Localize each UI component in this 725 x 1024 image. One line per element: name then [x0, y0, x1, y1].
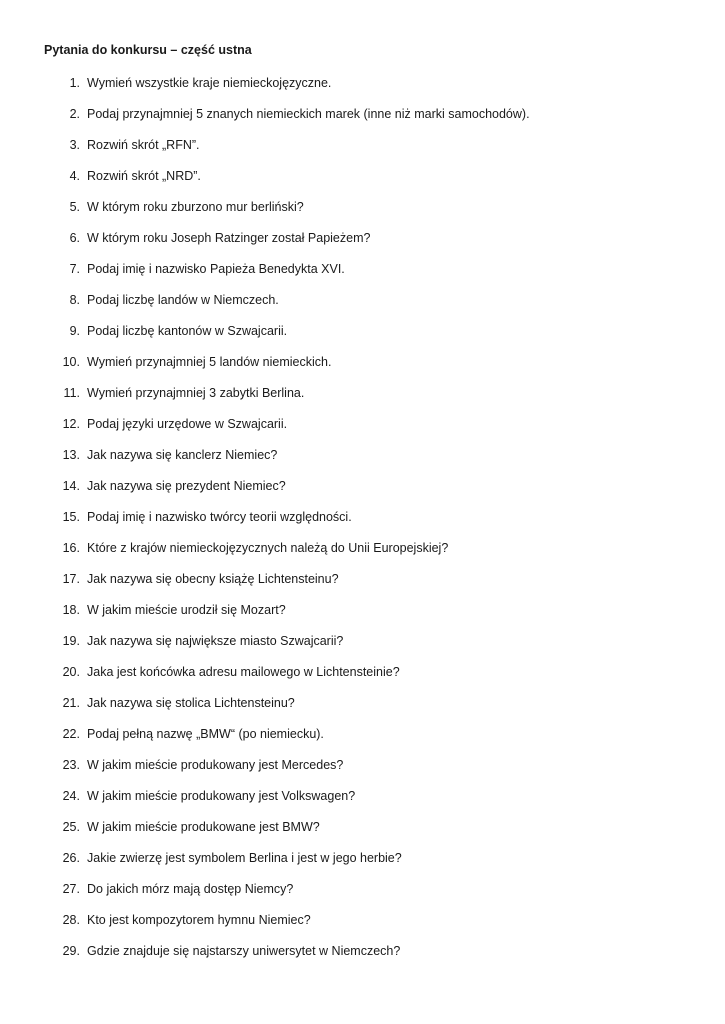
question-text: Podaj języki urzędowe w Szwajcarii.	[87, 417, 288, 431]
question-number: 17.	[62, 572, 80, 586]
question-text: Jak nazywa się prezydent Niemiec?	[87, 479, 286, 493]
question-text: Jak nazywa się obecny książę Lichtensteinu?	[87, 572, 339, 586]
question-text: Podaj pełną nazwę „BMW“ (po niemiecku).	[87, 727, 324, 741]
document-title: Pytania do konkursu – część ustna	[44, 43, 252, 57]
question-text: Kto jest kompozytorem hymnu Niemiec?	[87, 913, 311, 927]
question-number: 22.	[62, 727, 80, 741]
question-number: 28.	[62, 913, 80, 927]
question-number: 15.	[62, 510, 80, 524]
question-text: Podaj imię i nazwisko Papieża Benedykta XVI.	[87, 262, 345, 276]
question-number: 2.	[69, 107, 80, 121]
question-text: Podaj liczbę landów w Niemczech.	[87, 293, 279, 307]
question-text: W którym roku zburzono mur berliński?	[87, 200, 304, 214]
question-text: Jakie zwierzę jest symbolem Berlina i jest w jego herbie?	[87, 851, 402, 865]
question-text: Wymień przynajmniej 3 zabytki Berlina.	[87, 386, 305, 400]
question-text: Podaj liczbę kantonów w Szwajcarii.	[87, 324, 288, 338]
question-text: Które z krajów niemieckojęzycznych należą do Unii Europejskiej?	[87, 541, 449, 555]
question-text: Wymień wszystkie kraje niemieckojęzyczne.	[87, 76, 332, 90]
question-text: Podaj przynajmniej 5 znanych niemieckich marek (inne niż marki samochodów).	[87, 107, 530, 121]
question-text: Jaka jest końcówka adresu mailowego w Lichtensteinie?	[87, 665, 400, 679]
question-number: 29.	[62, 944, 80, 958]
question-text: W jakim mieście produkowany jest Mercedes?	[87, 758, 344, 772]
question-number: 5.	[69, 200, 80, 214]
question-number: 1.	[69, 76, 80, 90]
question-number: 13.	[62, 448, 80, 462]
question-number: 21.	[62, 696, 80, 710]
question-text: Jak nazywa się kanclerz Niemiec?	[87, 448, 278, 462]
question-text: Wymień przynajmniej 5 landów niemieckich.	[87, 355, 332, 369]
question-number: 25.	[62, 820, 80, 834]
question-number: 18.	[62, 603, 80, 617]
question-number: 27.	[62, 882, 80, 896]
question-text: Podaj imię i nazwisko twórcy teorii względności.	[87, 510, 352, 524]
question-number: 8.	[69, 293, 80, 307]
question-text: Jak nazywa się stolica Lichtensteinu?	[87, 696, 295, 710]
question-number: 23.	[62, 758, 80, 772]
question-text: W jakim mieście produkowane jest BMW?	[87, 820, 320, 834]
question-number: 14.	[62, 479, 80, 493]
question-text: Rozwiń skrót „NRD”.	[87, 169, 201, 183]
question-number: 10.	[62, 355, 80, 369]
question-number: 4.	[69, 169, 80, 183]
question-text: W jakim mieście produkowany jest Volkswagen?	[87, 789, 356, 803]
question-number: 6.	[69, 231, 80, 245]
question-number: 3.	[69, 138, 80, 152]
question-text: Rozwiń skrót „RFN”.	[87, 138, 200, 152]
question-text: W którym roku Joseph Ratzinger został Papieżem?	[87, 231, 371, 245]
question-number: 11.	[63, 386, 80, 400]
question-number: 26.	[62, 851, 80, 865]
question-number: 20.	[62, 665, 80, 679]
question-number: 12.	[62, 417, 80, 431]
question-text: Jak nazywa się największe miasto Szwajcarii?	[87, 634, 344, 648]
question-number: 7.	[69, 262, 80, 276]
question-text: W jakim mieście urodził się Mozart?	[87, 603, 286, 617]
question-number: 9.	[69, 324, 80, 338]
question-text: Gdzie znajduje się najstarszy uniwersytet w Niemczech?	[87, 944, 401, 958]
question-number: 16.	[62, 541, 80, 555]
question-number: 19.	[62, 634, 80, 648]
question-text: Do jakich mórz mają dostęp Niemcy?	[87, 882, 294, 896]
question-number: 24.	[62, 789, 80, 803]
